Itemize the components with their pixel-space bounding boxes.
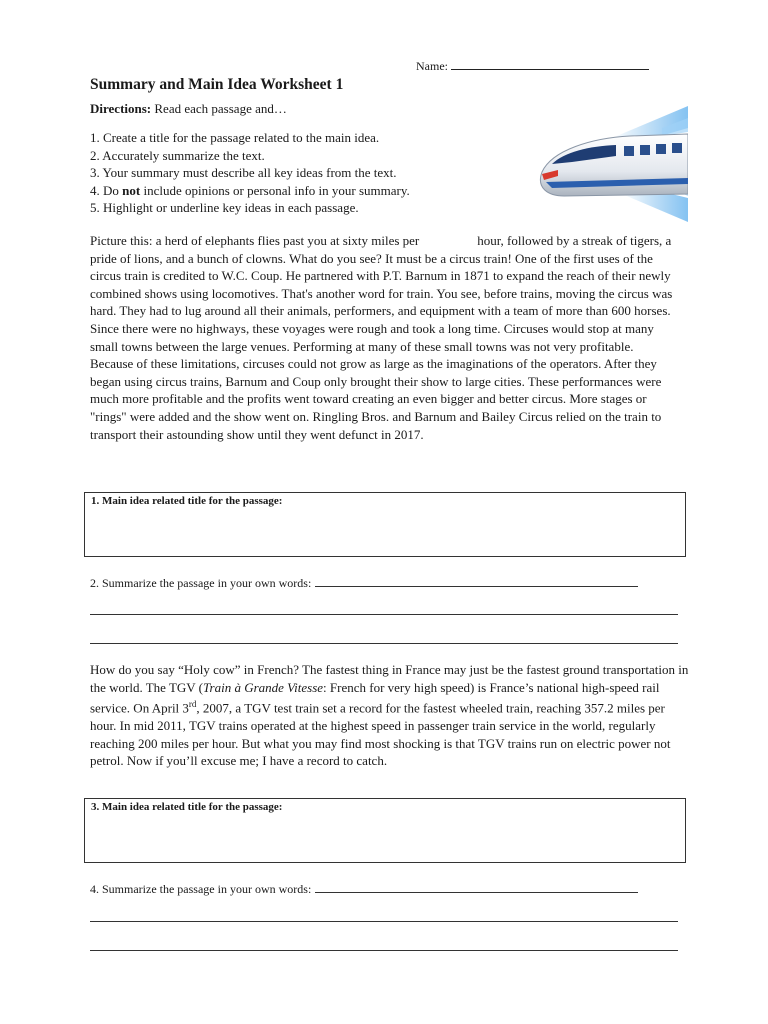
worksheet-title: Summary and Main Idea Worksheet 1 xyxy=(90,76,344,93)
question-2-label: 2. Summarize the passage in your own words: xyxy=(90,576,312,590)
name-blank[interactable] xyxy=(451,58,649,70)
high-speed-train-icon xyxy=(512,98,688,226)
answer-line-2b[interactable] xyxy=(90,614,678,615)
answer-box-1[interactable] xyxy=(84,492,686,557)
directions-steps xyxy=(90,129,410,217)
directions-text: Read each passage and… xyxy=(151,101,287,116)
tgv-full-name: Train à Grande Vitesse xyxy=(203,679,324,695)
question-4 xyxy=(90,882,638,897)
name-field[interactable] xyxy=(416,58,649,74)
passage-1-lead: Picture this: a herd of elephants flies past you at sixty miles per xyxy=(90,233,420,248)
step-2: 2. Accurately summarize the text. xyxy=(90,147,265,163)
question-1-label: 1. Main idea related title for the passage: xyxy=(91,495,283,507)
answer-line-2c[interactable] xyxy=(90,643,678,644)
step-1: 1. Create a title for the passage related to the main idea. xyxy=(90,130,380,145)
question-3-label: 3. Main idea related title for the passage: xyxy=(91,801,283,813)
passage-1 xyxy=(90,232,680,443)
answer-line-4a[interactable] xyxy=(315,882,638,893)
answer-line-4c[interactable] xyxy=(90,950,678,951)
answer-box-3[interactable] xyxy=(84,798,686,863)
answer-line-4b[interactable] xyxy=(90,921,678,922)
directions xyxy=(90,101,287,117)
answer-line-2a[interactable] xyxy=(315,576,638,587)
passage-2: How do you say “Holy cow” in French? The fastest thing in France may just be the fastest ground transportation in the world. The TGV (Train à Grande Vitesse: French for very high speed) is France’s national high-speed rail service. On April 3rd, 2007, a TGV test train set a record for the fastest wheeled train, reaching 357.2 miles per hour. In mid 2011, TGV trains operated at the highest speed in passenger train service in the world, regularly reaching 200 miles per hour. But what you may find most shocking is that TGV trains run on electric power not petrol. Now if you’ll excuse me; I have a record to catch. xyxy=(90,662,689,769)
step-3: 3. Your summary must describe all key ideas from the text. xyxy=(90,165,397,181)
question-4-label: 4. Summarize the passage in your own words: xyxy=(90,882,312,896)
name-label: Name: xyxy=(416,59,448,73)
directions-label: Directions: xyxy=(90,101,152,116)
step-5: 5. Highlight or underline key ideas in each passage. xyxy=(90,200,359,216)
passage-1-body: hour, followed by a streak of tigers, a pride of lions, and a bunch of clowns. What do you see? It must be a circus train! One of the first uses of the circus train is credited to W.C. Coup. He partnered with P.T. Barnum in 1871 to expand the reach of their newly combined shows using locomotives. That's another word for train. You see, before trains, moving the circus was hard. They had to lug around all their animals, performers, and equipment with a team of more than 600 horses. Since there were no highways, these voyages were rough and took a long time. Circuses would stop at many small towns between the large venues. Performing at many of these small towns was not very profitable. Because of these limitations, circuses could not grow as large as the imaginations of the operators. After they began using circus trains, Barnum and Coup only brought their show to large cities. These performances were much more profitable and the profits went toward creating an even bigger and better circus. More stages or "rings" were added and the show went on. Ringling Bros. and Barnum and Bailey Circus relied on the train to transport their astounding show until they went defunct in 2017. xyxy=(90,233,673,442)
step-4: 4. Do not include opinions or personal info in your summary. xyxy=(90,182,410,198)
question-2 xyxy=(90,576,638,591)
